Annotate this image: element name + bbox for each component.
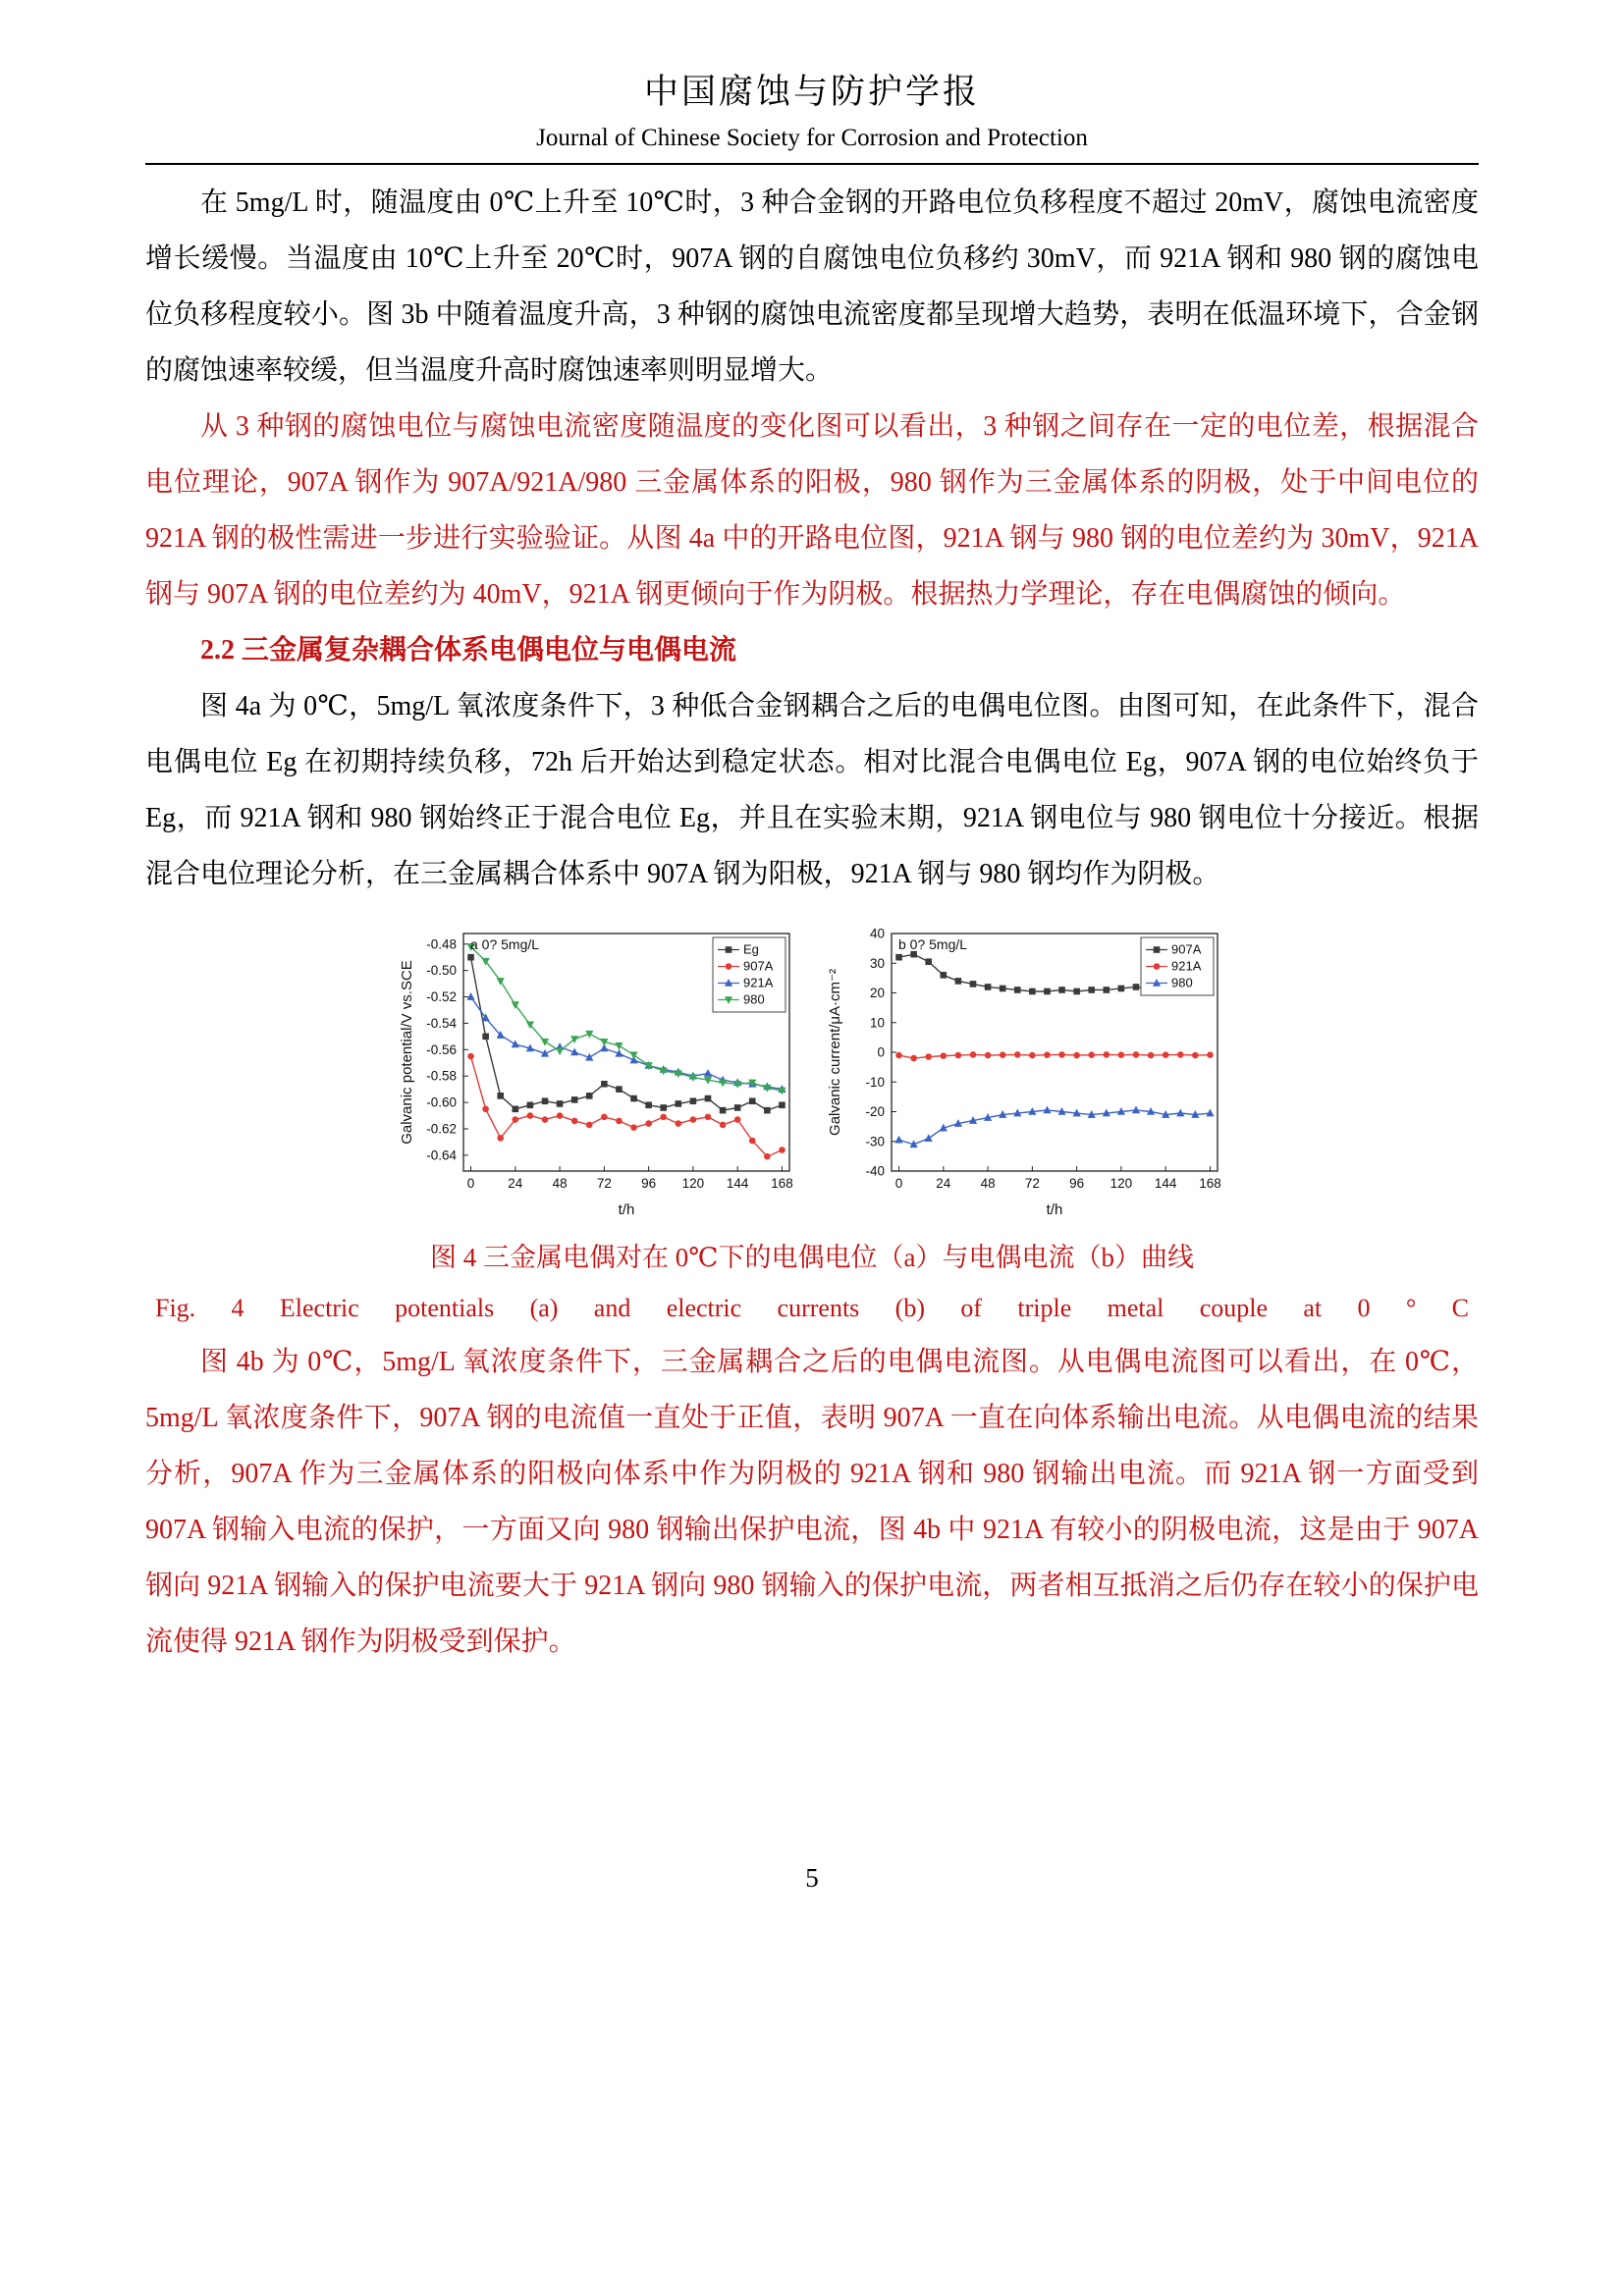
svg-text:-0.58: -0.58 — [426, 1068, 457, 1084]
svg-text:-0.56: -0.56 — [426, 1041, 457, 1057]
svg-text:30: 30 — [869, 955, 885, 971]
svg-text:-10: -10 — [865, 1074, 885, 1090]
svg-text:t/h: t/h — [618, 1201, 635, 1218]
svg-text:-40: -40 — [865, 1163, 885, 1179]
page-number: 5 — [805, 1863, 819, 1893]
paragraph-fig4a-description: 图 4a 为 0℃，5mg/L 氧浓度条件下，3 种低合金钢耦合之后的电偶电位图。由图可知，在此条件下，混合电偶电位 Eg 在初期持续负移，72h 后开始达到稳定状态。相对比混合电偶电位 Eg，907A 钢的电位始终负于 Eg，而 921A 钢和 980 钢始终正于混合电位 Eg，并且在实验末期，921A 钢电位与 980 钢电位十分接近。根据混合电位理论分析，在三金属耦合体系中 907A 钢为阳极，921A 钢与 980 钢均作为阴极。 — [145, 691, 1479, 889]
chart-galvanic-current — [825, 914, 1227, 1226]
svg-text:0: 0 — [877, 1044, 885, 1060]
svg-text:0: 0 — [466, 1176, 475, 1191]
svg-text:96: 96 — [1069, 1176, 1085, 1191]
svg-text:10: 10 — [869, 1015, 885, 1031]
svg-text:t/h: t/h — [1046, 1201, 1063, 1218]
svg-text:-0.60: -0.60 — [426, 1095, 457, 1110]
svg-text:72: 72 — [1024, 1176, 1040, 1191]
svg-text:-20: -20 — [865, 1104, 885, 1119]
paper-body — [145, 175, 1479, 1670]
svg-text:168: 168 — [1199, 1176, 1221, 1191]
svg-text:921A: 921A — [1171, 958, 1202, 974]
svg-text:120: 120 — [681, 1176, 705, 1191]
svg-text:-0.50: -0.50 — [426, 963, 457, 979]
svg-text:-0.52: -0.52 — [426, 989, 457, 1005]
svg-text:168: 168 — [771, 1176, 793, 1191]
svg-text:a 0? 5mg/L: a 0? 5mg/L — [470, 936, 540, 952]
figure-caption-zh: 图 4 三金属电偶对在 0℃下的电偶电位（a）与电偶电流（b）曲线 — [430, 1243, 1194, 1272]
svg-text:40: 40 — [869, 926, 885, 941]
svg-text:Eg: Eg — [743, 941, 759, 957]
svg-text:907A: 907A — [1171, 941, 1202, 957]
svg-text:144: 144 — [1154, 1176, 1177, 1191]
journal-title-zh: 中国腐蚀与防护学报 — [643, 73, 980, 111]
svg-text:980: 980 — [1171, 975, 1193, 990]
svg-text:Galvanic current/μA·cm⁻²: Galvanic current/μA·cm⁻² — [827, 969, 843, 1136]
svg-text:20: 20 — [869, 986, 885, 1000]
figure-4 — [145, 914, 1479, 1226]
paragraph-potential-difference: 从 3 种钢的腐蚀电位与腐蚀电流密度随温度的变化图可以看出，3 种钢之间存在一定的电位差，根据混合电位理论，907A 钢作为 907A/921A/980 三金属体系的阳极，980 钢作为三金属体系的阴极，处于中间电位的 921A 钢的极性需进一步进行实验验证。从图 4a 中的开路电位图，921A 钢与 980 钢的电位差约为 30mV，921A 钢与 907A 钢的电位差约为 40mV，921A 钢更倾向于作为阴极。根据热力学理论，存在电偶腐蚀的倾向。 — [145, 411, 1479, 610]
header-rule — [145, 163, 1479, 165]
svg-text:-0.48: -0.48 — [426, 936, 457, 952]
chart-galvanic-potential — [397, 914, 799, 1226]
svg-text:b 0? 5mg/L: b 0? 5mg/L — [898, 936, 968, 952]
paragraph-fig4b-description: 图 4b 为 0℃，5mg/L 氧浓度条件下，三金属耦合之后的电偶电流图。从电偶电流图可以看出，在 0℃，5mg/L 氧浓度条件下，907A 钢的电流值一直处于正值，表明 907A 一直在向体系输出电流。从电偶电流的结果分析，907A 作为三金属体系的阳极向体系中作为阴极的 921A 钢和 980 钢输出电流。而 921A 钢一方面受到 907A 钢输入电流的保护，一方面又向 980 钢输出保护电流，图 4b 中 921A 有较小的阴极电流，这是由于 907A 钢向 921A 钢输入的保护电流要大于 921A 钢向 980 钢输入的保护电流，两者相互抵消之后仍存在较小的保护电流使得 921A 钢作为阴极受到保护。 — [145, 1347, 1479, 1657]
figure-caption-en: Fig. 4 Electric potentials (a) and electric currents (b) of triple metal couple at 0 ° C — [155, 1294, 1469, 1322]
svg-text:-30: -30 — [865, 1134, 885, 1149]
svg-text:48: 48 — [552, 1176, 568, 1191]
svg-text:96: 96 — [641, 1176, 657, 1191]
svg-text:144: 144 — [726, 1176, 749, 1191]
svg-text:-0.54: -0.54 — [426, 1015, 457, 1031]
svg-text:72: 72 — [596, 1176, 612, 1191]
svg-text:Galvanic potential/V vs.SCE: Galvanic potential/V vs.SCE — [399, 960, 415, 1145]
svg-text:120: 120 — [1110, 1176, 1133, 1191]
svg-text:24: 24 — [508, 1176, 523, 1191]
svg-text:24: 24 — [936, 1176, 951, 1191]
svg-text:-0.62: -0.62 — [426, 1121, 457, 1137]
section-heading-2-2: 2.2 三金属复杂耦合体系电偶电位与电偶电流 — [200, 635, 737, 666]
paragraph-temperature-effect: 在 5mg/L 时，随温度由 0℃上升至 10℃时，3 种合金钢的开路电位负移程度不超过 20mV，腐蚀电流密度增长缓慢。当温度由 10℃上升至 20℃时，907A 钢的自腐蚀电位负移约 30mV，而 921A 钢和 980 钢的腐蚀电位负移程度较小。图 3b 中随着温度升高，3 种钢的腐蚀电流密度都呈现增大趋势，表明在低温环境下，合金钢的腐蚀速率较缓，但当温度升高时腐蚀速率则明显增大。 — [145, 187, 1479, 386]
svg-text:0: 0 — [894, 1176, 903, 1191]
svg-text:907A: 907A — [743, 958, 774, 974]
journal-title-en: Journal of Chinese Society for Corrosion and Protection — [536, 125, 1088, 151]
journal-header — [145, 69, 1479, 165]
svg-text:980: 980 — [743, 991, 765, 1007]
svg-text:48: 48 — [980, 1176, 996, 1191]
svg-text:-0.64: -0.64 — [426, 1148, 457, 1163]
svg-text:921A: 921A — [743, 975, 774, 990]
